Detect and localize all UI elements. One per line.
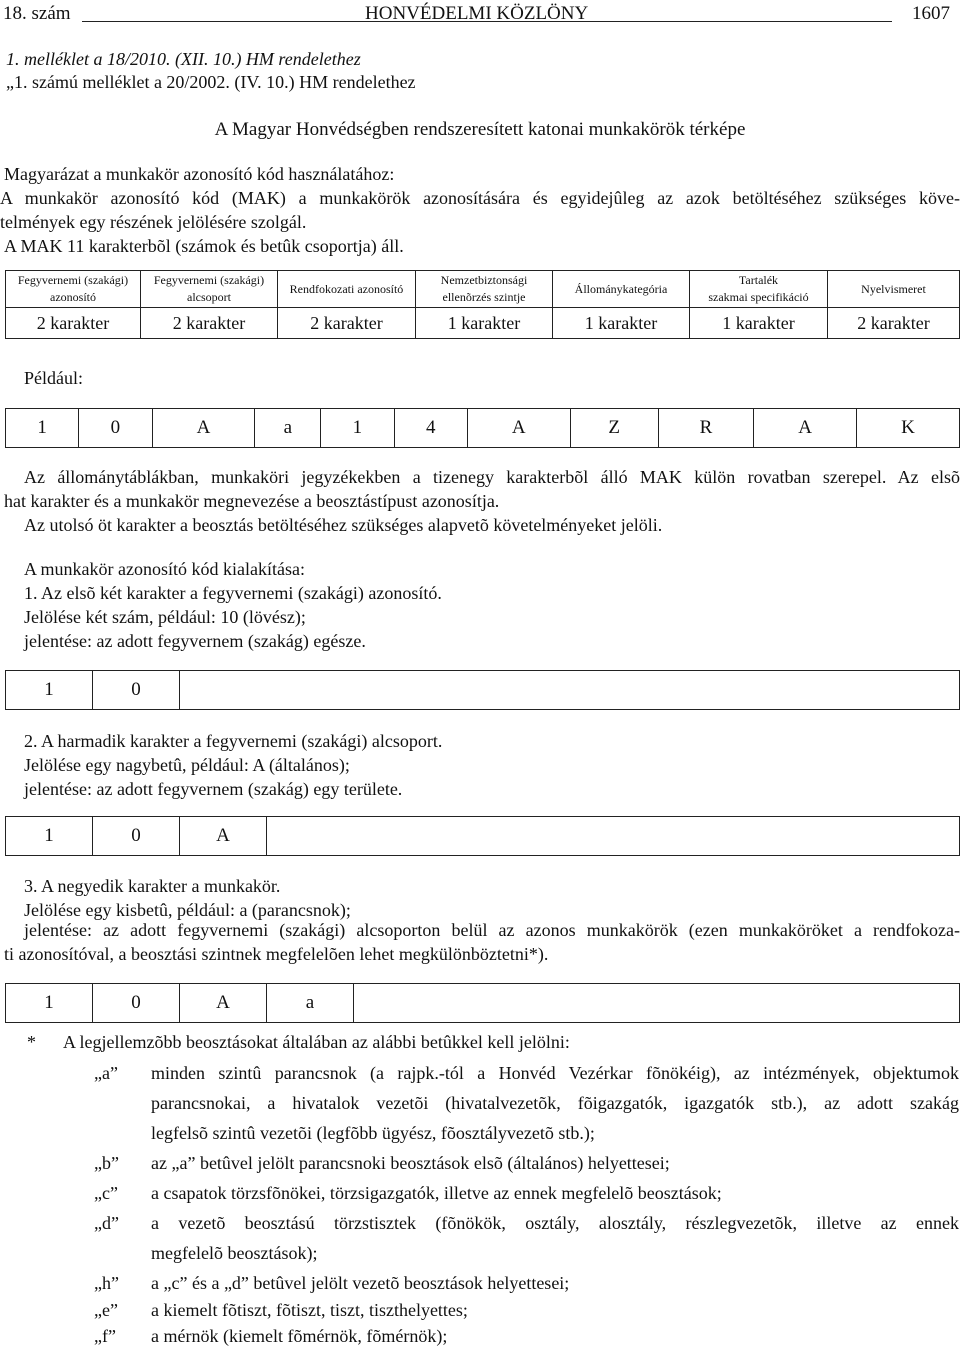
- header-cell: Nemzetbiztonsági ellenõrzés szintje: [416, 271, 553, 308]
- header-cell: Fegyvernemi (szakági) azonosító: [6, 271, 141, 308]
- step1-line-1: 1. Az elsõ két karakter a fegyvernemi (szakági) azonosító.: [24, 583, 442, 603]
- code-cell: A: [180, 817, 267, 856]
- header-cell: Nyelvismeret: [828, 271, 960, 308]
- code-cell: 0: [79, 409, 152, 448]
- code-cell-empty: [267, 817, 960, 856]
- code-cell: A: [180, 984, 267, 1023]
- code-cell: a: [267, 984, 354, 1023]
- code-cell-empty: [180, 671, 960, 710]
- header-cell: Állománykategória: [553, 271, 690, 308]
- footnote-text: az „a” betûvel jelölt parancsnoki beosztások elsõ (általános) helyettesei;: [151, 1153, 670, 1173]
- issue-number: 18. szám: [3, 3, 71, 24]
- intro-line-4: A MAK 11 karakterbõl (számok és betûk csoportja) áll.: [4, 236, 404, 256]
- step3-line-2: Jelölése egy kisbetû, például: a (parancsnok);: [24, 900, 351, 920]
- step3-line-4: ti azonosítóval, a beosztási szintnek megfelelõen lehet megkülönböztetni*).: [4, 944, 549, 964]
- schema-length-row: [6, 308, 960, 339]
- code-cell: 1: [6, 409, 79, 448]
- code-cell: R: [658, 409, 754, 448]
- page-number: 1607: [912, 3, 950, 24]
- footnote-text: a mérnök (kiemelt fõmérnök, fõmérnök);: [151, 1326, 448, 1346]
- code-cell: A: [467, 409, 570, 448]
- page-header: [0, 0, 960, 22]
- footnote-text: a kiemelt fõtiszt, fõtiszt, tiszt, tiszthelyettes;: [151, 1300, 468, 1320]
- code-cell: 1: [6, 671, 93, 710]
- step1-code-table: [5, 670, 960, 710]
- code-row: [6, 671, 960, 710]
- example-code-table: [5, 408, 960, 448]
- footnote-key: „d”: [94, 1213, 119, 1233]
- footnote-key: „f”: [94, 1326, 116, 1346]
- step3-code-table: [5, 983, 960, 1023]
- header-rule: [82, 21, 892, 22]
- footnote-text: megfelelõ beosztások);: [151, 1243, 318, 1263]
- footnote-key: „b”: [94, 1153, 119, 1173]
- code-cell: A: [152, 409, 255, 448]
- para1-line-1: Az állománytáblákban, munkaköri jegyzékekben a tizenegy karakterbõl álló MAK külön rovatban szerepel. Az elsõ: [24, 467, 960, 487]
- code-cell: Z: [570, 409, 658, 448]
- code-cell: a: [255, 409, 321, 448]
- step1-heading: A munkakör azonosító kód kialakítása:: [24, 559, 305, 579]
- mak-structure-table: [5, 270, 960, 339]
- footnote-text: a csapatok törzsfõnökei, törzsigazgatók, illetve az ennek megfelelõ beosztások;: [151, 1183, 722, 1203]
- footnote-key: „a”: [94, 1063, 118, 1083]
- example-label: Például:: [24, 368, 83, 388]
- length-cell: 2 karakter: [278, 308, 416, 339]
- code-row: [6, 817, 960, 856]
- footnote-text: minden szintû parancsnok (a rajpk.-tól a Honvéd Vezérkar fõnökéig), az intézmények, objektumok: [151, 1063, 959, 1083]
- document-title: A Magyar Honvédségben rendszeresített katonai munkakörök térképe: [214, 119, 746, 140]
- code-cell: 0: [93, 817, 180, 856]
- length-cell: 2 karakter: [141, 308, 278, 339]
- footnote-intro: A legjellemzõbb beosztásokat általában az alábbi betûkkel kell jelölni:: [63, 1032, 570, 1052]
- length-cell: 1 karakter: [690, 308, 828, 339]
- code-cell: 4: [394, 409, 467, 448]
- footnote-text: parancsnokai, a hivatalok vezetõi (hivatalvezetõk, fõigazgatók, igazgatók stb.), az adott szakág: [151, 1093, 959, 1113]
- length-cell: 2 karakter: [6, 308, 141, 339]
- code-row: [6, 409, 960, 448]
- code-cell: 1: [321, 409, 394, 448]
- intro-line-2: A munkakör azonosító kód (MAK) a munkakörök azonosítására és egyidejûleg az azok betöltéséhez szükséges köve-: [0, 188, 960, 208]
- footnote-key: „e”: [94, 1300, 118, 1320]
- code-cell-empty: [354, 984, 960, 1023]
- step2-line-1: 2. A harmadik karakter a fegyvernemi (szakági) alcsoport.: [24, 731, 443, 751]
- para1-line-2: hat karakter és a munkakör megnevezése a beosztástípust azonosítja.: [4, 491, 500, 511]
- intro-line-1: Magyarázat a munkakör azonosító kód használatához:: [4, 164, 395, 184]
- intro-line-3: telmények egy részének jelölésére szolgál.: [0, 212, 307, 232]
- step1-line-3: jelentése: az adott fegyvernem (szakág) egésze.: [24, 631, 366, 651]
- step3-line-1: 3. A negyedik karakter a munkakör.: [24, 876, 281, 896]
- length-cell: 1 karakter: [416, 308, 553, 339]
- footnote-key: „h”: [94, 1273, 119, 1293]
- step2-code-table: [5, 816, 960, 856]
- code-cell: K: [857, 409, 960, 448]
- header-cell: Rendfokozati azonosító: [278, 271, 416, 308]
- header-cell: Fegyvernemi (szakági) alcsoport: [141, 271, 278, 308]
- annex-line-2: „1. számú melléklet a 20/2002. (IV. 10.) HM rendelethez: [6, 72, 416, 92]
- code-cell: 0: [93, 984, 180, 1023]
- header-cell: Tartalék szakmai specifikáció: [690, 271, 828, 308]
- footnote-key: „c”: [94, 1183, 118, 1203]
- footnote-text: a vezetõ beosztású törzstisztek (fõnökök, osztály, alosztály, részlegvezetõk, illetve az ennek: [151, 1213, 959, 1233]
- annex-line-1: 1. melléklet a 18/2010. (XII. 10.) HM rendelethez: [6, 49, 361, 69]
- schema-header-row: [6, 271, 960, 308]
- length-cell: 2 karakter: [828, 308, 960, 339]
- footnote-star: *: [27, 1032, 36, 1052]
- code-cell: 1: [6, 984, 93, 1023]
- para1-line-3: Az utolsó öt karakter a beosztás betöltéséhez szükséges alapvetõ követelményeket jelöli.: [24, 515, 663, 535]
- footnote-text: legfelsõ szintû vezetõi (legfõbb ügyész, fõosztályvezetõ stb.);: [151, 1123, 595, 1143]
- journal-title: HONVÉDELMI KÖZLÖNY: [365, 3, 589, 24]
- length-cell: 1 karakter: [553, 308, 690, 339]
- step2-line-2: Jelölése egy nagybetû, például: A (általános);: [24, 755, 350, 775]
- code-row: [6, 984, 960, 1023]
- code-cell: 0: [93, 671, 180, 710]
- code-cell: 1: [6, 817, 93, 856]
- code-cell: A: [754, 409, 857, 448]
- footnote-text: a „c” és a „d” betûvel jelölt vezetõ beosztások helyettesei;: [151, 1273, 570, 1293]
- step3-line-3: jelentése: az adott fegyvernemi (szakági) alcsoporton belül az azonos munkakörök (ezen munkaköröket a rendfokoza-: [24, 920, 960, 940]
- step1-line-2: Jelölése két szám, például: 10 (lövész);: [24, 607, 306, 627]
- step2-line-3: jelentése: az adott fegyvernem (szakág) egy területe.: [24, 779, 403, 799]
